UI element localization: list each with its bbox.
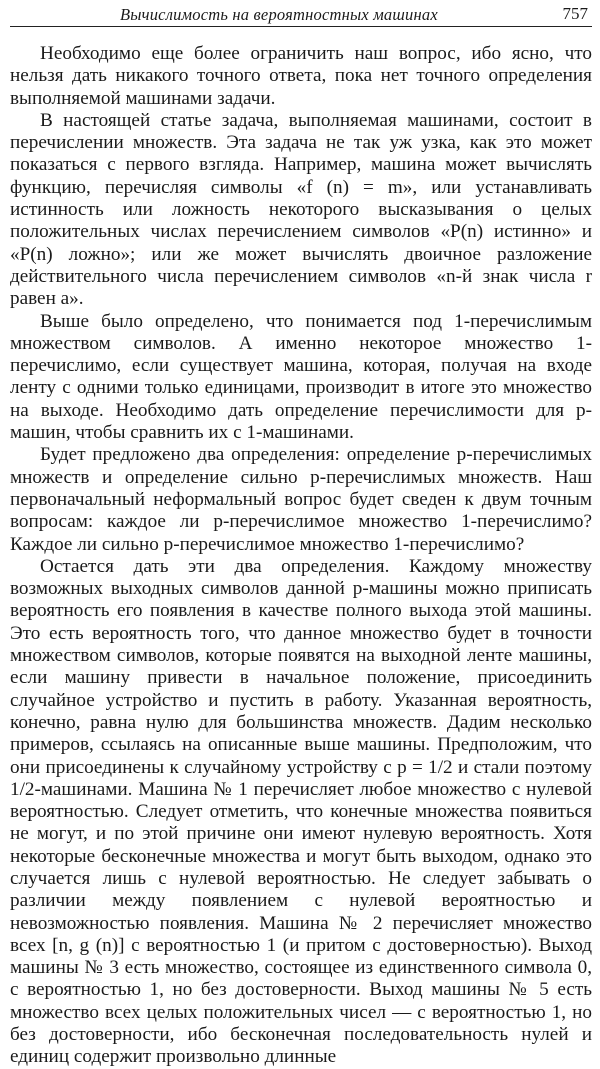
paragraph: Будет предложено два определения: определение p-перечислимых множеств и определение сильно p-перечислимых множеств. Наш первоначальный неформальный вопрос будет сведен к двум точным вопросам: каждое ли p-перечислимое множество 1-перечислимо? Каждое ли сильно p-перечислимое множество 1-перечислимо? — [10, 444, 592, 555]
paragraph: Остается дать эти два определения. Каждому множеству возможных выходных символов данной p-машины можно приписать вероятность его появления в качестве полного выхода этой машины. Это есть вероятность того, что данное множество будет в точности множеством символов, которые появятся на выходной ленте машины, если машину привести в начальное положение, присоединить случайное устройство и пустить в работу. Указанная вероятность, конечно, равна нулю для большинства множеств. Дадим несколько примеров, ссылаясь на описанные выше машины. Предположим, что они присоединены к случайному устройству с p = 1/2 и стали поэтому 1/2-машинами. Машина № 1 перечисляет любое множество с нулевой вероятностью. Следует отметить, что конечные множества появиться не могут, и по этой причине они имеют нулевую вероятность. Хотя некоторые бесконечные множества и могут быть выходом, однако это случается лишь с нулевой вероятностью. Не следует забывать о различии между появлением с нулевой вероятностью и невозможностью появления. Машина № 2 перечисляет множество всех [n, g (n)] с вероятностью 1 (и притом с достоверностью). Выход машины № 3 есть множество, состоящее из единственного символа 0, с вероятностью 1, но без достоверности. Выход машины № 5 есть множество всех целых положительных чисел — с вероятностью 1, но без достоверности, ибо бесконечная последовательность нулей и единиц содержит произвольно длинные — [10, 555, 592, 1068]
body-text — [10, 43, 592, 1069]
running-title: Вычислимость на вероятностных машинах — [120, 5, 438, 24]
page-number: 757 — [562, 4, 588, 23]
paragraph: Выше было определено, что понимается под 1-перечислимым множеством символов. А именно некоторое множество 1-перечислимо, если существует машина, которая, получая на входе ленту с одними только единицами, производит в итоге это множество на выходе. Необходимо дать определение перечислимости для p-машин, чтобы сравнить их с 1-машинами. — [10, 310, 592, 444]
paragraph: В настоящей статье задача, выполняемая машинами, состоит в перечислении множеств. Эта задача не так уж узка, как это может показаться с первого взгляда. Например, машина может вычислять функцию, перечисляя символы «f (n) = m», или устанавливать истинность или ложность некоторого высказывания о целых положительных числах перечислением символов «P(n) истинно» и «P(n) ложно»; или же может вычислять двоичное разложение действительного числа перечислением символов «n-й знак числа r равен a». — [10, 109, 592, 310]
running-head — [10, 0, 592, 27]
paragraph: Необходимо еще более ограничить наш вопрос, ибо ясно, что нельзя дать никакого точного ответа, пока нет точного определения выполняемой машинами задачи. — [10, 43, 592, 109]
